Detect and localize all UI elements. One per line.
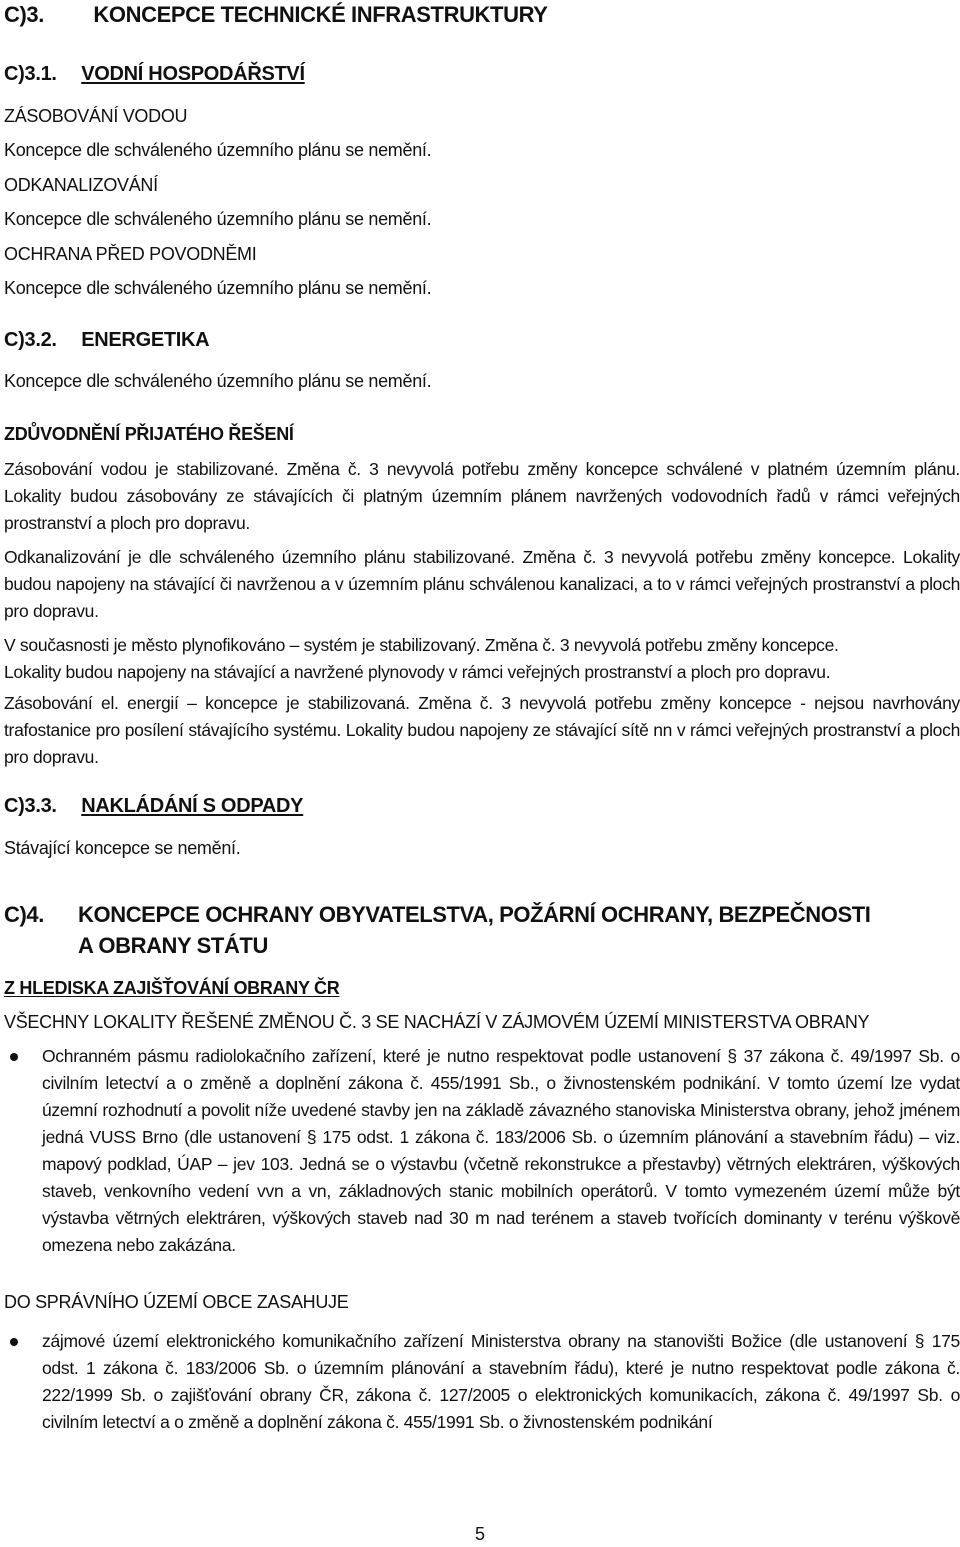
subheading-zasobovani-vodou: ZÁSOBOVÁNÍ VODOU xyxy=(4,106,188,126)
paragraph-zasobovani-vodou: Zásobování vodou je stabilizované. Změna č. 3 nevyvolá potřebu změny koncepce schválené v platném územním plánu. Lokality budou zásobovány ze stávajících či platným územním plánem navržených vodovodních řadů v rámci veřejných prostranství a ploch pro dopravu. xyxy=(4,459,960,533)
heading-c31 xyxy=(4,63,305,86)
paragraph-plynofikace-line2: Lokality budou napojeny na stávající a navržené plynovody v rámci veřejných prostranství a ploch pro dopravu. xyxy=(4,662,831,682)
bullet-icon xyxy=(10,1338,18,1346)
heading-c4-title-line1: KONCEPCE OCHRANY OBYVATELSTVA, POŽÁRNÍ OCHRANY, BEZPEČNOSTI xyxy=(78,902,871,927)
heading-c32-number: C)3.2. xyxy=(4,329,57,351)
heading-c4-title-line2: A OBRANY STÁTU xyxy=(78,933,268,958)
koncepce-text-2: Koncepce dle schváleného územního plánu se nemění. xyxy=(4,209,432,229)
heading-c32 xyxy=(4,329,209,352)
heading-c33-title: NAKLÁDÁNÍ S ODPADY xyxy=(81,795,304,817)
heading-c3-title: KONCEPCE TECHNICKÉ INFRASTRUKTURY xyxy=(93,2,548,27)
page-number: 5 xyxy=(474,1524,485,1544)
paragraph-odkanalizovani: Odkanalizování je dle schváleného územního plánu stabilizované. Změna č. 3 nevyvolá potřebu změny koncepce. Lokality budou napojeny na stávající či navrženou a v územním plánu schválenou kanalizaci, a to v rámci veřejných prostranství a ploch pro dopravu. xyxy=(4,547,960,621)
odpady-text: Stávající koncepce se nemění. xyxy=(4,838,241,858)
heading-hlediska-obrany: Z HLEDISKA ZAJIŠŤOVÁNÍ OBRANY ČR xyxy=(4,978,340,998)
subheading-do-spravniho-uzemi: DO SPRÁVNÍHO ÚZEMÍ OBCE ZASAHUJE xyxy=(4,1292,349,1312)
koncepce-text-4: Koncepce dle schváleného územního plánu se nemění. xyxy=(4,371,432,391)
heading-c33-number: C)3.3. xyxy=(4,795,57,817)
subheading-odkanalizovani: ODKANALIZOVÁNÍ xyxy=(4,175,158,195)
paragraph-elektro: Zásobování el. energií – koncepce je stabilizovaná. Změna č. 3 nevyvolá potřebu změny koncepce - nejsou navrhovány trafostanice pro posílení stávajícího systému. Lokality budou napojeny ze stávající sítě nn v rámci veřejných prostranství a ploch pro dopravu. xyxy=(4,693,960,767)
heading-c31-title: VODNÍ HOSPODÁŘSTVÍ xyxy=(81,63,305,85)
heading-zduvodneni: ZDŮVODNĚNÍ PŘIJATÉHO ŘEŠENÍ xyxy=(4,424,294,444)
heading-c3-number: C)3. xyxy=(4,2,44,27)
heading-c33 xyxy=(4,795,303,818)
heading-c3 xyxy=(4,2,548,28)
heading-c32-title: ENERGETIKA xyxy=(81,329,210,351)
bullet-ochranne-pasmo: Ochranném pásmu radiolokačního zařízení, které je nutno respektovat podle ustanovení § 37 zákona č. 49/1997 Sb. o civilním letectví a o změně a doplnění zákona č. 455/1991 Sb., o živnostenském podnikání. V tomto území lze vydat územní rozhodnutí a povolit níže uvedené stavby jen na základě závazného stanoviska Ministerstva obrany, jehož jménem jedná VUSS Brno (dle ustanovení § 175 odst. 1 zákona č. 183/2006 Sb. o územním plánování a stavebním řádu) – viz. mapový podklad, ÚAP – jev 103. Jedná se o výstavbu (včetně rekonstrukce a přestavby) větrných elektráren, výškových staveb, venkovního vedení vvn a vn, základnových stanic mobilních operátorů. V tomto vymezeném území může být výstavba větrných elektráren, výškových staveb nad 30 m nad terénem a staveb tvořících dominanty v terénu výškově omezena nebo zakázána. xyxy=(42,1046,960,1255)
subheading-vsechny-lokality: VŠECHNY LOKALITY ŘEŠENÉ ZMĚNOU Č. 3 SE NACHÁZÍ V ZÁJMOVÉM ÚZEMÍ MINISTERSTVA OBRANY xyxy=(4,1012,870,1032)
bullet-icon xyxy=(10,1053,18,1061)
heading-c4-number: C)4. xyxy=(4,902,44,927)
subheading-ochrana: OCHRANA PŘED POVODNĚMI xyxy=(4,244,257,264)
bullet-zajmove-uzemi: zájmové území elektronického komunikačního zařízení Ministerstva obrany na stanovišti Božice (dle ustanovení § 175 odst. 1 zákona č. 183/2006 Sb. o územním plánování a stavebním řádu), které je nutno respektovat podle zákona č. 222/1999 Sb. o zajišťování obrany ČR, zákona č. 127/2005 o elektronických komunikacích, zákona č. 49/1997 Sb. o civilním letectví a o změně a doplnění zákona č. 455/1991 Sb. o živnostenském podnikání xyxy=(42,1331,960,1432)
koncepce-text-1: Koncepce dle schváleného územního plánu se nemění. xyxy=(4,140,432,160)
koncepce-text-3: Koncepce dle schváleného územního plánu se nemění. xyxy=(4,278,432,298)
heading-c31-number: C)3.1. xyxy=(4,63,57,85)
paragraph-plynofikace-line1: V současnosti je město plynofikováno – systém je stabilizovaný. Změna č. 3 nevyvolá potřebu změny koncepce. xyxy=(4,635,839,655)
